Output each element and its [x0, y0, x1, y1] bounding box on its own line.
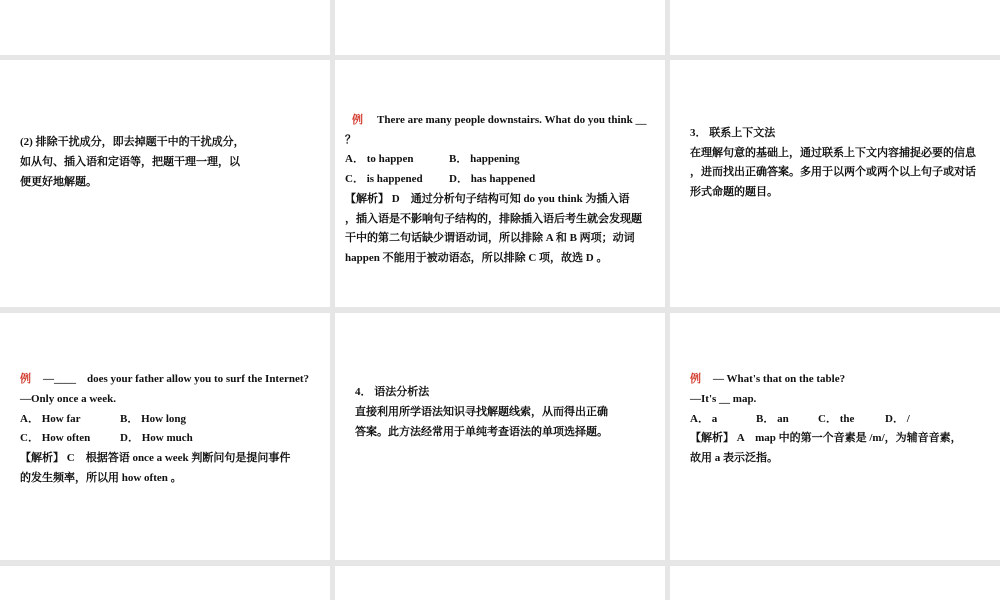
- analysis-line: 【解析】 D 通过分析句子结构可知 do you think 为插入语: [345, 192, 630, 205]
- option-b: B． How long: [120, 412, 187, 425]
- example-question-line: [345, 111, 647, 131]
- option-d: D． /: [885, 412, 910, 425]
- analysis-line: 干中的第二句话缺少谓语动词，所以排除 A 和 B 两项；动词: [345, 232, 635, 245]
- question-text: There are many people downstairs. What do you think __: [377, 114, 647, 126]
- slide-thumbnail-context-method[interactable]: [670, 60, 1000, 307]
- section-heading: 4． 语法分析法: [355, 386, 430, 398]
- analysis-line: ，插入语是不影响句子结构的，排除插入语后考生就会发现题: [345, 212, 642, 225]
- analysis-line: happen 不能用于被动语态，所以排除 C 项，故选 D 。: [345, 251, 608, 264]
- slide-thumbnail-grammar-method[interactable]: [335, 313, 665, 560]
- slide-thumbnail[interactable]: [335, 566, 665, 600]
- option-a: A． to happen: [345, 153, 414, 166]
- slide-text-block: [20, 132, 245, 192]
- slide-thumbnail[interactable]: [670, 0, 1000, 55]
- text-line: 在理解句意的基础上，通过联系上下文内容捕捉必要的信息: [690, 146, 976, 159]
- slide-thumbnail[interactable]: [0, 566, 330, 600]
- analysis-line: 【解析】 A map 中的第一个音素是 /m/，为辅音音素，: [690, 432, 962, 445]
- text-line: 答案。此方法经常用于单纯考查语法的单项选择题。: [355, 426, 608, 438]
- section-heading: 3． 联系上下文法: [690, 127, 776, 139]
- option-b: B． an: [756, 412, 789, 425]
- slide-text-block: [690, 124, 976, 203]
- text-line: 直接利用所学语法知识寻找解题线索，从而得出正确: [355, 406, 608, 418]
- example-question-line: [690, 370, 962, 390]
- slide-text-block: [690, 370, 962, 469]
- analysis-line: 故用 a 表示泛指。: [690, 452, 778, 465]
- analysis-line: 【解析】 C 根据答语 once a week 判断问句是提问事件: [20, 452, 291, 465]
- answer-text: —It's __ map.: [690, 392, 757, 405]
- question-text: — What's that on the table?: [713, 373, 846, 385]
- option-a: A． a: [690, 412, 718, 425]
- option-c: C． the: [818, 412, 855, 425]
- slide-text-block: [345, 111, 647, 269]
- options-row: [20, 410, 309, 430]
- option-a: A． How far: [20, 412, 81, 425]
- slide-thumbnail-example-article[interactable]: [670, 313, 1000, 560]
- slide-thumbnail-remove-distractors[interactable]: [0, 60, 330, 307]
- text-line: ，进而找出正确答案。多用于以两个或两个以上句子或对话: [690, 166, 976, 179]
- options-row: [345, 170, 647, 190]
- question-text: —____ does your father allow you to surf the Internet?: [43, 373, 310, 385]
- options-row: [345, 150, 647, 170]
- analysis-line: 的发生频率，所以用 how often 。: [20, 471, 182, 484]
- options-row: [690, 410, 962, 430]
- text-line: 便更好地解题。: [20, 176, 97, 188]
- option-d: D． has happened: [449, 173, 536, 186]
- example-label: 例: [352, 114, 363, 126]
- slide-thumbnail[interactable]: [335, 0, 665, 55]
- example-label: 例: [690, 373, 701, 385]
- options-row: [20, 429, 309, 449]
- example-label: 例: [20, 373, 31, 385]
- option-d: D． How much: [120, 432, 193, 445]
- option-c: C． How often: [20, 432, 91, 445]
- text-line: (2) 排除干扰成分，即去掉题干中的干扰成分，: [20, 136, 245, 148]
- slide-text-block: [355, 382, 608, 442]
- answer-text: —Only once a week.: [20, 392, 116, 405]
- slide-thumbnail[interactable]: [0, 0, 330, 55]
- text-line: 如从句、插入语和定语等，把题干理一理，以: [20, 156, 240, 168]
- question-text: ？: [345, 133, 356, 146]
- slide-text-block: [20, 370, 309, 489]
- slide-thumbnail-example-insertion[interactable]: [335, 60, 665, 307]
- option-b: B． happening: [449, 153, 520, 166]
- slide-thumbnail-example-how-often[interactable]: [0, 313, 330, 560]
- text-line: 形式命题的题目。: [690, 186, 778, 199]
- slide-thumbnail[interactable]: [670, 566, 1000, 600]
- example-question-line: [20, 370, 309, 390]
- option-c: C． is happened: [345, 173, 423, 186]
